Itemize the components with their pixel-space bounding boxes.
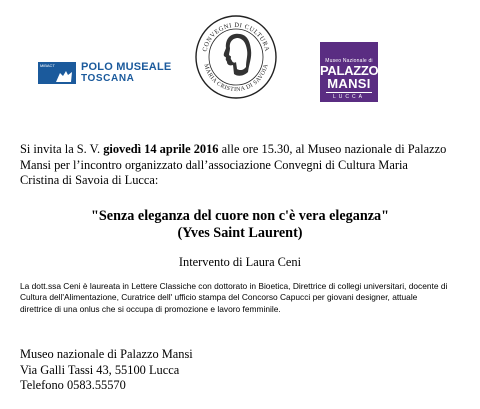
polo-museale-line2: TOSCANA	[81, 73, 135, 84]
invitation-paragraph	[20, 142, 450, 189]
address-name: Museo nazionale di Palazzo Mansi	[20, 347, 193, 361]
address-phone: Telefono 0583.55570	[20, 378, 126, 393]
palazzo-mansi-logo	[320, 42, 378, 102]
mibact-mark-icon	[38, 62, 76, 84]
event-title: "Senza eleganza del cuore non c'è vera eleganza"	[91, 208, 389, 224]
palazzo-mansi-line1: Museo Nazionale di	[325, 58, 373, 64]
speaker-bio: La dott.ssa Ceni è laureata in Lettere Classiche con dottorato in Bioetica, Direttrice di collegi universitari, docente di Cultura dell'Alimentazione, Curatrice dell' ufficio stampa del Concorso Capucci per giovani designer, attuale direttrice di una onlus che si occupa di promozione e lavoro femminile.	[20, 281, 448, 314]
invitation-after: alle ore 15.30, al Museo nazionale di Palazzo Mansi per l’incontro organizzato dall’associazione Convegni di Cultura Maria Cristina di Savoia di Lucca:	[20, 142, 447, 187]
palazzo-mansi-line4: LUCCA	[326, 92, 372, 100]
invitation-date: giovedì 14 aprile 2016	[103, 142, 219, 156]
palazzo-mansi-line3: MANSI	[327, 76, 371, 91]
invitation-before: Si invita la S. V.	[20, 142, 104, 156]
palazzo-mansi-line2: PALAZZO	[320, 63, 379, 78]
hand-icon	[54, 69, 74, 83]
seal-ring-bottom-text: MARIA CRISTINA DI SAVOIA	[202, 63, 270, 94]
event-quote-author: (Yves Saint Laurent)	[177, 225, 303, 241]
address-street: Via Galli Tassi 43, 55100 Lucca	[20, 362, 180, 377]
mibact-mark-text: MiBACT	[40, 63, 55, 68]
event-speaker: Intervento di Laura Ceni	[178, 255, 302, 269]
address-block	[20, 347, 320, 394]
convegni-di-cultura-seal-icon	[194, 14, 278, 100]
seal-ring-text: CONVEGNI DI CULTURA	[201, 21, 271, 53]
logo-header	[0, 0, 480, 110]
polo-museale-toscana-logo	[38, 62, 171, 84]
polo-museale-line1: POLO MUSEALE	[81, 61, 172, 73]
event-title-block	[0, 208, 480, 242]
